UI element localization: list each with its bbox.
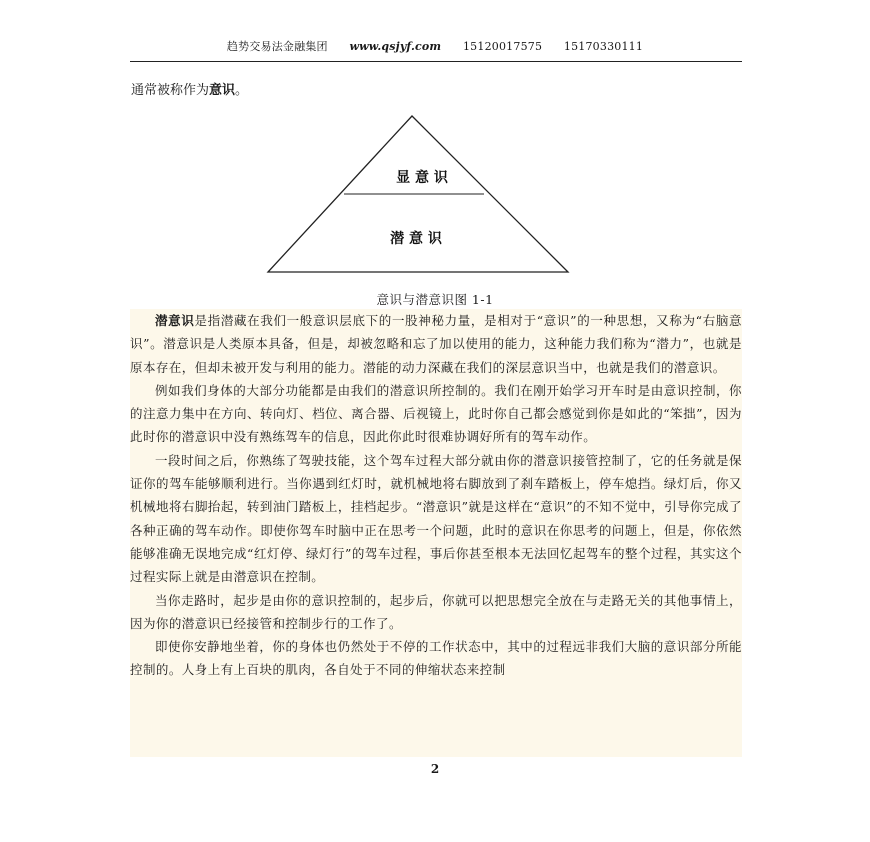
paragraph-4 xyxy=(130,589,742,636)
paragraph-3 xyxy=(130,449,742,589)
paragraph-1-text: 是指潜藏在我们一般意识层底下的一股神秘力量，是相对于“意识”的一种思想，又称为“右脑意识”。潜意识是人类原本具备，但是，却被忽略和忘了加以使用的能力，这种能力我们称为“潜力”，也就是原本存在，但却未被开发与利用的能力。潜能的动力深藏在我们的深层意识当中，也就是我们的潜意识。 xyxy=(130,313,742,375)
subconscious-label: 潜 意 识 xyxy=(390,231,442,247)
paragraph-1-lead: 潜意识 xyxy=(155,313,195,328)
intro-prefix: 通常被称作为 xyxy=(131,83,210,98)
header-company: 趋势交易法金融集团 xyxy=(226,40,328,53)
paragraph-4-text: 当你走路时，起步是由你的意识控制的，起步后，你就可以把思想完全放在与走路无关的其他事情上，因为你的潜意识已经接管和控制步行的工作了。 xyxy=(130,592,742,631)
paragraph-5 xyxy=(130,635,742,682)
paragraph-3-text: 一段时间之后，你熟练了驾驶技能，这个驾车过程大部分就由你的潜意识接管控制了，它的任务就是保证你的驾车能够顺利进行。当你遇到红灯时，就机械地将右脚放到了刹车踏板上，停车熄挡。绿灯后，你又机械地将右脚抬起，转到油门踏板上，挂档起步。“潜意识”就是这样在“意识”的不知不觉中，引导你完成了各种正确的驾车动作。即使你驾车时脑中正在思考一个问题，此时的意识在你思考的问题上，但是，你依然能够准确无误地完成“红灯停、绿灯行”的驾车过程，事后你甚至根本无法回忆起驾车的整个过程，其实这个过程实际上就是由潜意识在控制。 xyxy=(130,452,742,585)
header-phone-2: 15170330111 xyxy=(563,40,644,53)
intro-term: 意识 xyxy=(209,83,236,98)
paragraph-1 xyxy=(130,309,742,379)
paragraph-2 xyxy=(130,379,742,449)
intro-suffix: 。 xyxy=(235,83,249,98)
intro-line xyxy=(131,79,248,98)
header-divider xyxy=(130,61,742,62)
consciousness-pyramid-diagram xyxy=(264,114,600,276)
paragraph-2-text: 例如我们身体的大部分功能都是由我们的潜意识所控制的。我们在刚开始学习开车时是由意识控制，你的注意力集中在方向、转向灯、档位、离合器、后视镜上，此时你自己都会感觉到你是如此的“笨拙”，因为此时你的潜意识中没有熟练驾车的信息，因此你此时很难协调好所有的驾车动作。 xyxy=(130,382,742,445)
body-text xyxy=(130,309,742,757)
paragraph-5-text: 即使你安静地坐着，你的身体也仍然处于不停的工作状态中，其中的过程远非我们大脑的意识部分所能控制的。人身上有上百块的肌肉，各自处于不同的伸缩状态来控制 xyxy=(130,639,742,678)
header-phone-1: 15120017575 xyxy=(462,40,543,53)
page-number: 2 xyxy=(430,762,440,776)
figure-caption: 意识与潜意识图 1-1 xyxy=(376,292,494,307)
conscious-label: 显 意 识 xyxy=(396,170,448,186)
page-header xyxy=(130,38,740,54)
header-website: www.qsjyf.com xyxy=(349,40,442,53)
